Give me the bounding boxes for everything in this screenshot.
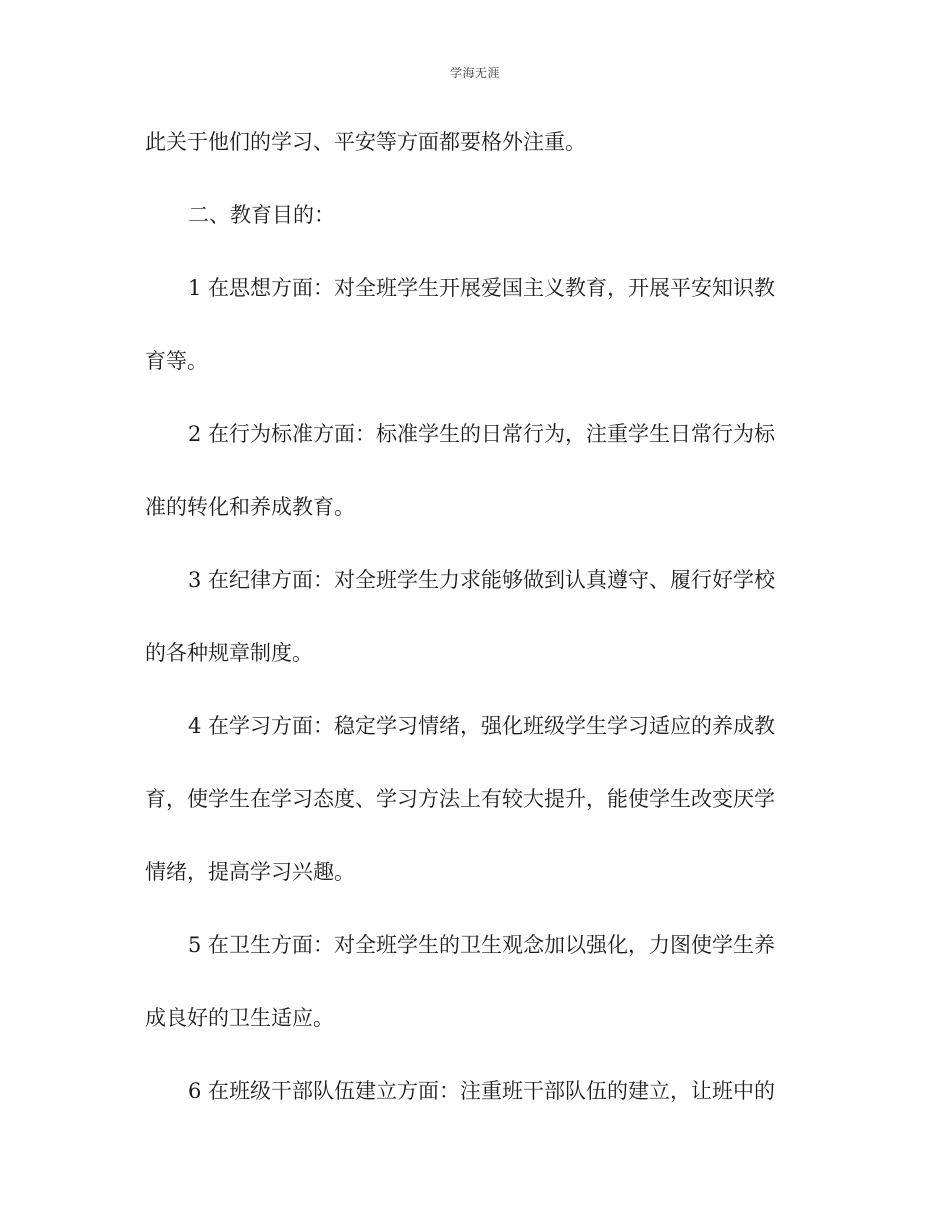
text-line: 1 在思想方面：对全班学生开展爱国主义教育，开展平安知识教: [188, 276, 776, 300]
text-line: 2 在行为标准方面：标准学生的日常行为，注重学生日常行为标: [188, 422, 776, 446]
text-line: 准的转化和养成教育。: [145, 495, 355, 519]
text-line: 此关于他们的学习、平安等方面都要格外注重。: [145, 130, 586, 154]
text-line: 3 在纪律方面：对全班学生力求能够做到认真遵守、履行好学校: [188, 568, 776, 592]
text-line: 育，使学生在学习态度、学习方法上有较大提升，能使学生改变厌学: [145, 787, 775, 811]
text-line: 5 在卫生方面：对全班学生的卫生观念加以强化，力图使学生养: [188, 933, 776, 957]
text-line: 成良好的卫生适应。: [145, 1006, 334, 1030]
text-line: 6 在班级干部队伍建立方面：注重班干部队伍的建立，让班中的: [188, 1079, 776, 1103]
page-header: 学海无涯: [449, 66, 500, 80]
text-line: 育等。: [145, 349, 208, 373]
text-line: 4 在学习方面：稳定学习情绪，强化班级学生学习适应的养成教: [188, 714, 776, 738]
text-line: 的各种规章制度。: [145, 641, 313, 665]
section-heading: 二、教育目的：: [188, 203, 335, 227]
text-line: 情绪，提高学习兴趣。: [145, 860, 355, 884]
